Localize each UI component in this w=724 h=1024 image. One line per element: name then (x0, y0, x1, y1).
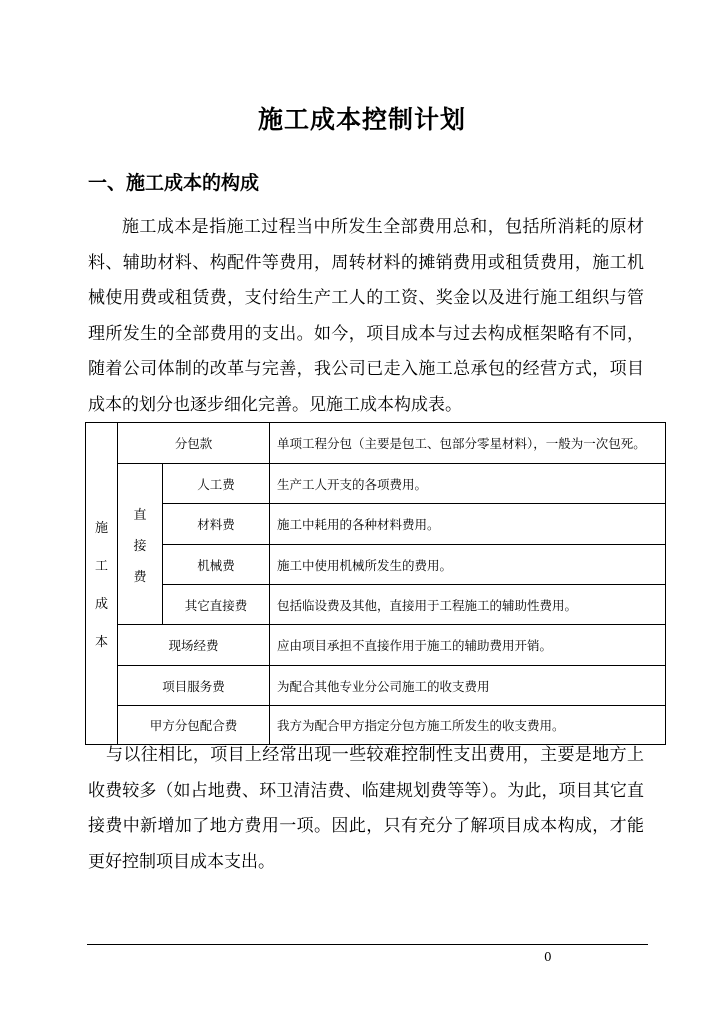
table-row (86, 545, 666, 585)
intro-paragraph: 施工成本是指施工过程当中所发生全部费用总和，包括所消耗的原材料、辅助材料、构配件等费用，周转材料的摊销费用或租赁费用，施工机械使用费或租赁费，支付给生产工人的工资、奖金以及进行施工组织与管理所发生的全部费用的支出。如今，项目成本与过去构成框架略有不同，随着公司体制的改革与完善，我公司已走入施工总承包的经营方式，项目成本的划分也逐步细化完善。见施工成本构成表。 (88, 217, 644, 415)
cost-description: 施工中耗用的各种材料费用。 (270, 504, 666, 545)
table-row (86, 464, 666, 504)
cost-item: 材料费 (163, 504, 270, 545)
cost-item: 项目服务费 (118, 666, 270, 706)
closing-paragraph: 与以往相比，项目上经常出现一些较难控制性支出费用，主要是地方上收费较多（如占地费、环卫清洁费、临建规划费等等）。为此，项目其它直接费中新增加了地方费用一项。因此，只有充分了解项目成本构成，才能更好控制项目成本支出。 (88, 745, 644, 872)
cost-item: 机械费 (163, 545, 270, 585)
direct-cost-label-cell: 直 接 费 (118, 464, 163, 625)
page-title: 施工成本控制计划 (257, 105, 466, 134)
table-row (86, 504, 666, 545)
table-row (86, 666, 666, 706)
cost-description: 施工中使用机械所发生的费用。 (270, 545, 666, 585)
cost-item: 甲方分包配合费 (118, 706, 270, 745)
cost-description: 为配合其他专业分公司施工的收支费用 (270, 666, 666, 706)
table-row (86, 625, 666, 666)
cost-composition-table (85, 422, 666, 745)
table-row (86, 585, 666, 625)
cost-item: 现场经费 (118, 625, 270, 666)
cost-description: 包括临设费及其他，直接用于工程施工的辅助性费用。 (270, 585, 666, 625)
table-row (86, 423, 666, 464)
footer-divider (87, 944, 648, 945)
cost-description: 单项工程分包（主要是包工、包部分零星材料），一般为一次包死。 (270, 423, 666, 464)
cost-item: 人工费 (163, 464, 270, 504)
cost-description: 应由项目承担不直接作用于施工的辅助费用开销。 (270, 625, 666, 666)
section-heading: 一、施工成本的构成 (88, 172, 260, 194)
page-number: 0 (544, 950, 552, 964)
cost-item: 其它直接费 (163, 585, 270, 625)
cost-description: 我方为配合甲方指定分包方施工所发生的收支费用。 (270, 706, 666, 745)
group-label-cell: 施 工 成 本 (86, 423, 118, 745)
cost-description: 生产工人开支的各项费用。 (270, 464, 666, 504)
cost-item: 分包款 (118, 423, 270, 464)
